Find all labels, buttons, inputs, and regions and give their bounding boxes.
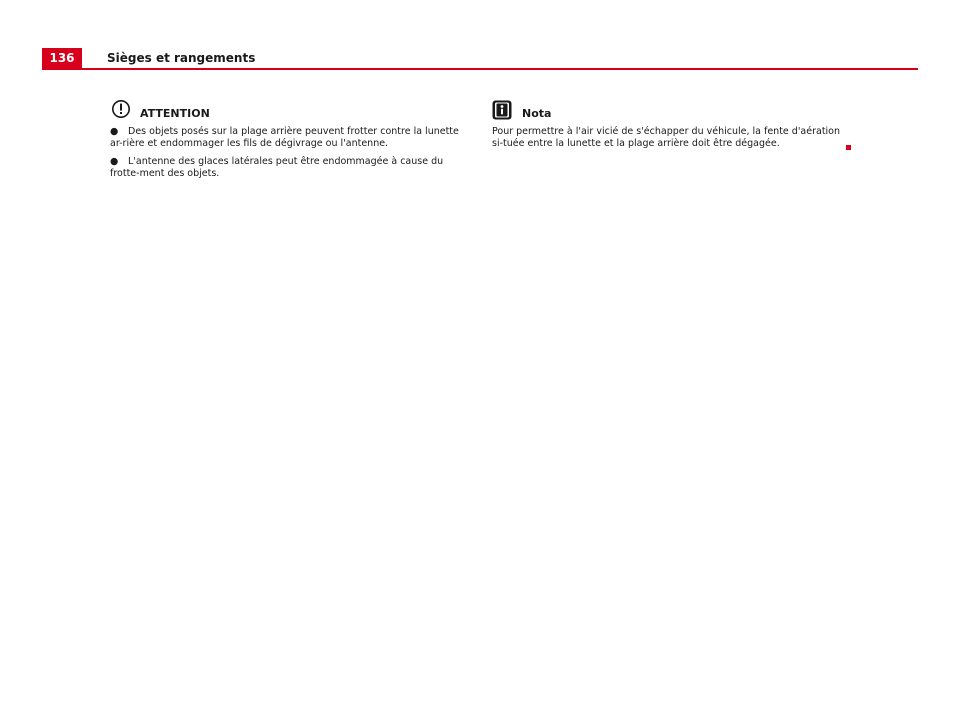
list-item — [110, 156, 462, 180]
page-number: 136 — [42, 48, 82, 68]
bullet-icon: ● — [110, 126, 119, 137]
note-header — [492, 100, 842, 124]
exclamation-circle-icon — [112, 100, 130, 118]
note-block — [492, 100, 842, 150]
info-note-icon — [492, 100, 512, 120]
attention-title: ATTENTION — [140, 107, 210, 120]
bullet-icon: ● — [110, 156, 119, 167]
attention-bullet-text: L'antenne des glaces latérales peut être endommagée à cause du frotte-ment des objets. — [110, 156, 444, 179]
attention-header — [110, 100, 462, 124]
section-title: Sièges et rangements — [107, 51, 256, 65]
note-text: Pour permettre à l'air vicié de s'échapper du véhicule, la fente d'aération si-tuée entre la lunette et la plage arrière doit être dégagée. — [492, 126, 841, 149]
page-header — [42, 48, 918, 70]
note-title: Nota — [522, 107, 552, 120]
attention-bullet-text: Des objets posés sur la plage arrière peuvent frotter contre la lunette ar-rière et endommager les fils de dégivrage ou l'antenne. — [110, 126, 459, 149]
attention-list — [110, 126, 462, 180]
attention-block — [110, 100, 462, 186]
end-of-section-marker — [846, 145, 851, 150]
list-item — [110, 126, 462, 150]
